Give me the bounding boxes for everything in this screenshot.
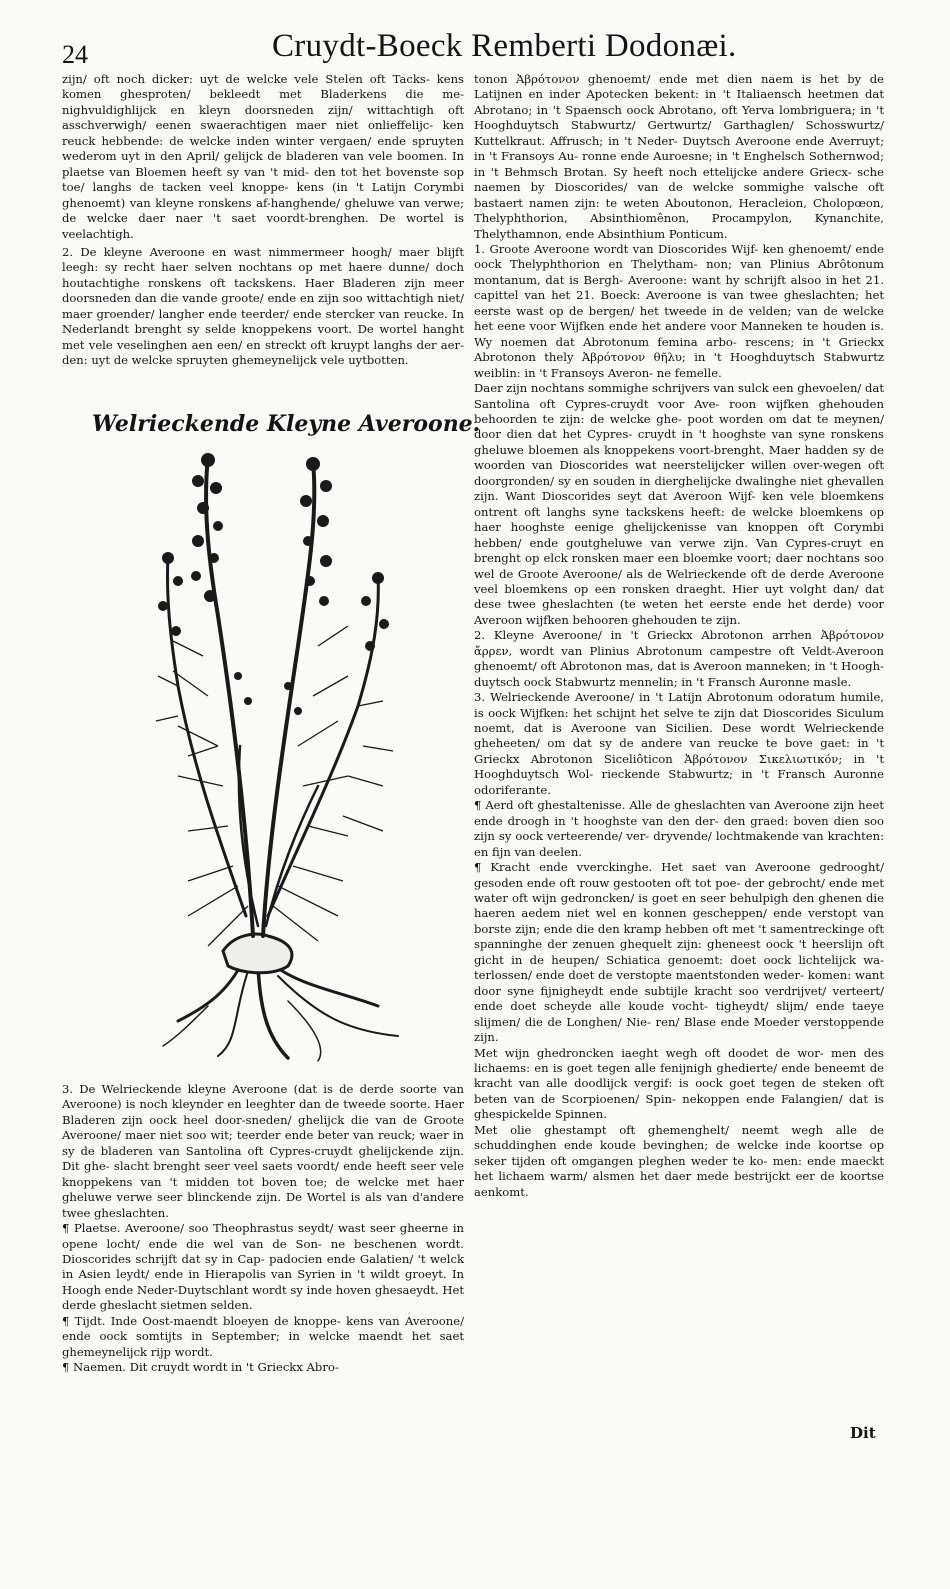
paragraph: Met olie ghestampt oft ghemenghelt/ neemt wegh alle de schuddinghen ende koude bevinghen; de welcke inde koortse op seker tijden oft omgangen pleghen weder te ko- men: ende maeckt het lichaem warm/ alsmen het daer mede bestrijckt eer de koortse aenkomt. — [474, 1122, 884, 1199]
paragraph: 2. De kleyne Averoone en wast nimmermeer hoogh/ maer blijft leegh: sy recht haer selven nochtans op met haere dunne/ doch houtachtighe ronskens oft tackskens. Haer Bladeren zijn meer doorsneden dan die vande groote/ ende en zijn soo wittachtigh niet/ maer groender/ langher ende teerder/ ende stercker van reucke. In Nederlandt brenght sy selde knoppekens voort. De wortel hanght met vele veselinghen aen een/ en streckt oft kruypt langhs der aer- den: uyt de welcke spruyten ghemeynelijck vele uytbotten. — [62, 244, 464, 368]
figure-caption: Welrieckende Kleyne Averoone. — [92, 411, 481, 437]
paragraph: Met wijn ghedroncken iaeght wegh oft doodet de wor- men des lichaems: en is goet tegen alle fenijnigh ghedierte/ ende beneemt de kracht van alle doodlijck vergif: is oock goet tegen de steken oft beten van de Scorpioenen/ Spin- nekoppen ende Falangien/ dat is ghespickelde Spinnen. — [474, 1045, 884, 1122]
running-title: Cruydt-Boeck Remberti Dodonæi. — [272, 28, 737, 64]
paragraph: zijn/ oft noch dicker: uyt de welcke vele Stelen oft Tacks- kens komen ghesproten/ bekleedt met Bladerkens die me- nighvuldighlijck en kleyn doorsneden zijn/ wittachtigh oft asschverwigh/ eenen swaerachtigen maer niet onlieffelijc- ken reuck hebbende: de welcke inden winter vergaen/ ende spruyten wederom uyt in den April/ gelijck de bladeren van vele boomen. In plaetse van Bloemen heeft sy van 't mid- den tot het bovenste sop toe/ langhs de tacken veel knoppe- kens (in 't Latijn Corymbi ghenoemt) van kleyne ronskens af-hanghende/ gheluwe van verwe; de welcke daer naer 't saet voordt-brenghen. De wortel is veelachtigh. — [62, 72, 464, 241]
left-column-top — [62, 72, 464, 400]
paragraph: 3. Welrieckende Averoone/ in 't Latijn Abrotonum odoratum humile, is oock Wijfken: het schijnt het selve te zijn dat Dioscorides Siculum noemt, dat is Averoone van Sicilien. Dese wordt Welrieckende gheheeten/ om dat sy de andere van reucke te bove gaet: in 't Grieckx Abrotonon Siceliôticon Ἀβρότονον Σικελιωτικόν; in 't Hooghduytsch Wol- rieckende Stabwurtz; in 't Fransch Auronne odoriferante. — [474, 690, 884, 797]
left-column-bottom — [62, 1082, 464, 1442]
paragraph: 2. Kleyne Averoone/ in 't Grieckx Abrotonon arrhen Ἀβρότονον ἄρρεν, wordt van Plinius Abrotonum campestre oft Veldt-Averoon ghenoemt/ oft Abrotonon mas, dat is Averoon manneken; in 't Hoogh-duytsch oock Stabwurtz mennelin; in 't Fransch Auronne masle. — [474, 628, 884, 689]
paragraph: ¶ Aerd oft ghestaltenisse. Alle de gheslachten van Averoone zijn heet ende droogh in 't hooghste van den der- den graed: boven dien soo zijn sy oock verteerende/ ver- dryvende/ lochtmakende van krachten: en fijn van deelen. — [474, 798, 884, 859]
paragraph: ¶ Plaetse. Averoone/ soo Theophrastus seydt/ wast seer gheerne in opene locht/ ende die wel van de Son- ne beschenen wordt. Dioscorides schrijft dat sy in Cap- padocien ende Galatien/ 't welck in Asien leydt/ ende in Hierapolis van Syrien in 't wildt groeyt. In Hoogh ende Neder-Duytschlant wordt sy inde hoven ghesaeydt. Het derde gheslacht sietmen selden. — [62, 1221, 464, 1313]
paragraph: ¶ Tijdt. Inde Oost-maendt bloeyen de knoppe- kens van Averoone/ ende oock somtijts in September; in welcke maendt het saet ghemeynelijck rijp wordt. — [62, 1313, 464, 1359]
right-column — [474, 72, 884, 1442]
page-number: 24 — [62, 40, 88, 69]
paragraph: ¶ Naemen. Dit cruydt wordt in 't Grieckx Abro- — [62, 1360, 339, 1375]
paragraph: Daer zijn nochtans sommighe schrijvers van sulck een ghevoelen/ dat Santolina oft Cypres-cruydt voor Ave- roon wijfken ghehouden behoorden te zijn: de welcke ghe- poot worden om dat te meynen/ door dien dat het Cypres- cruydt in 't hooghste van syne ronskens gheluwe bloemen als knoppekens voort-brenght. Maer hadden sy de woorden van Dioscorides wat neerstelijcker willen over-wegen oft doorgronden/ sy en souden in dierghelijcke dwalinghe niet ghevallen zijn. Want Dioscorides seyt dat Averoon Wijf- ken vele bloemkens ontrent oft langhs syne tackskens heeft: de welcke bloemkens op haer hooghste eenige ghelijckenisse van knoppen oft Corymbi hebben/ ende goutgheluwe van verwe zijn. Van Cypres-cruyt en brenght op elck ronsken maer een bloemke voort; daer nochtans soo wel de Groote Averoone/ als de Welrieckende oft de derde Averoone veel bloemkens op een ronsken draeght. Hier uyt volght dan/ dat dese twee gheslachten (te weten het eerste ende het derde) voor Averoon wijfken behooren ghehouden te zijn. — [474, 381, 884, 627]
paragraph: ¶ Kracht ende vverckinghe. Het saet van Averoone gedrooght/ gesoden ende oft rouw gestooten oft tot poe- der gebrocht/ ende met water oft wijn gedroncken/ is goet en seer behulpigh den ghenen die haeren aedem niet wel en konnen gescheppen/ ende verstopt van borste zijn; ende die den kramp hebben oft met 't samentreckinge oft spanninghe der zenuen ghequelt zijn: gheneest oock 't heerslijn oft gicht in de heupen/ Schiatica genoemt: doet oock lichtelijck wa- terlossen/ ende doet de verstopte maentstonden weder- komen: want door syne fijnigheydt ende subtijle kracht soo verdrijvet/ verteert/ ende doet scheyde alle koude vocht- tigheydt/ slijm/ ende taeye slijmen/ die de Longhen/ Nie- ren/ Blase ende Moeder verstoppende zijn. — [474, 860, 884, 1045]
plant-woodcut-illustration — [148, 446, 428, 1068]
catchword: Dit — [850, 1424, 876, 1442]
paragraph: 1. Groote Averoone wordt van Dioscorides Wijf- ken ghenoemt/ ende oock Thelyphthorion en Thelytham- non; van Plinius Abrôtonum montanum, dat is Bergh- Averoone: want hy schrijft alsoo in het 21. capittel van het 21. Boeck: Averoone is van twee gheslachten; het eerste wast op de bergen/ het tweede in de velden; van de welcke het eene voor Wijfken ende het andere voor Manneken te houden is. Wy noemen dat Abrotonum femina arbo- rescens; in 't Grieckx Abrotonon thely Ἀβρότονον θῆλυ; in 't Hooghduytsch Stabwurtz weiblin: in 't Fransoys Averon- ne femelle. — [474, 241, 884, 380]
paragraph: 3. De Welrieckende kleyne Averoone (dat is de derde soorte van Averoone) is noch kleynder en leeghter dan de tweede soorte. Haer Bladeren zijn oock heel door-sneden/ ghelijck die van de Groote Averoone/ maer niet soo wit; teerder ende beter van reuck; waer in sy de bladeren van Santolina oft Cypres-cruydt ghelijckende zijn. Dit ghe- slacht brenght seer veel saets voordt/ ende heeft seer vele knoppekens van 't midden tot boven toe; de welcke met haer gheluwe verwe seer blinckende zijn. De Wortel is als van d'andere twee gheslachten. — [62, 1082, 464, 1220]
paragraph: tonon Ἀβρότονον ghenoemt/ ende met dien naem is het by de Latijnen en inder Apotecken bekent: in 't Italiaensch heetmen dat Abrotano; in 't Spaensch oock Abrotano, oft Yerva lombriguera; in 't Hooghduytsch Stabwurtz/ Gertwurtz/ Garthaglen/ Schosswurtz/ Kuttelkraut. Affrusch; in 't Neder- Duytsch Averoone ende Averruyt; in 't Fransoys Au- ronne ende Auroesne; in 't Enghelsch Sothernwod; in 't Behmsch Brotan. Sy heeft noch ettelijcke andere Griecx- sche naemen by Dioscorides/ van de welcke sommighe valsche oft bastaert namen zijn: te weten Aboutonon, Heracleion, Cholopœon, Thelyphthorion, Absinthiomênon, Procampylon, Kynanchite, Thelythamnon, ende Absinthium Ponticum. — [474, 72, 884, 241]
